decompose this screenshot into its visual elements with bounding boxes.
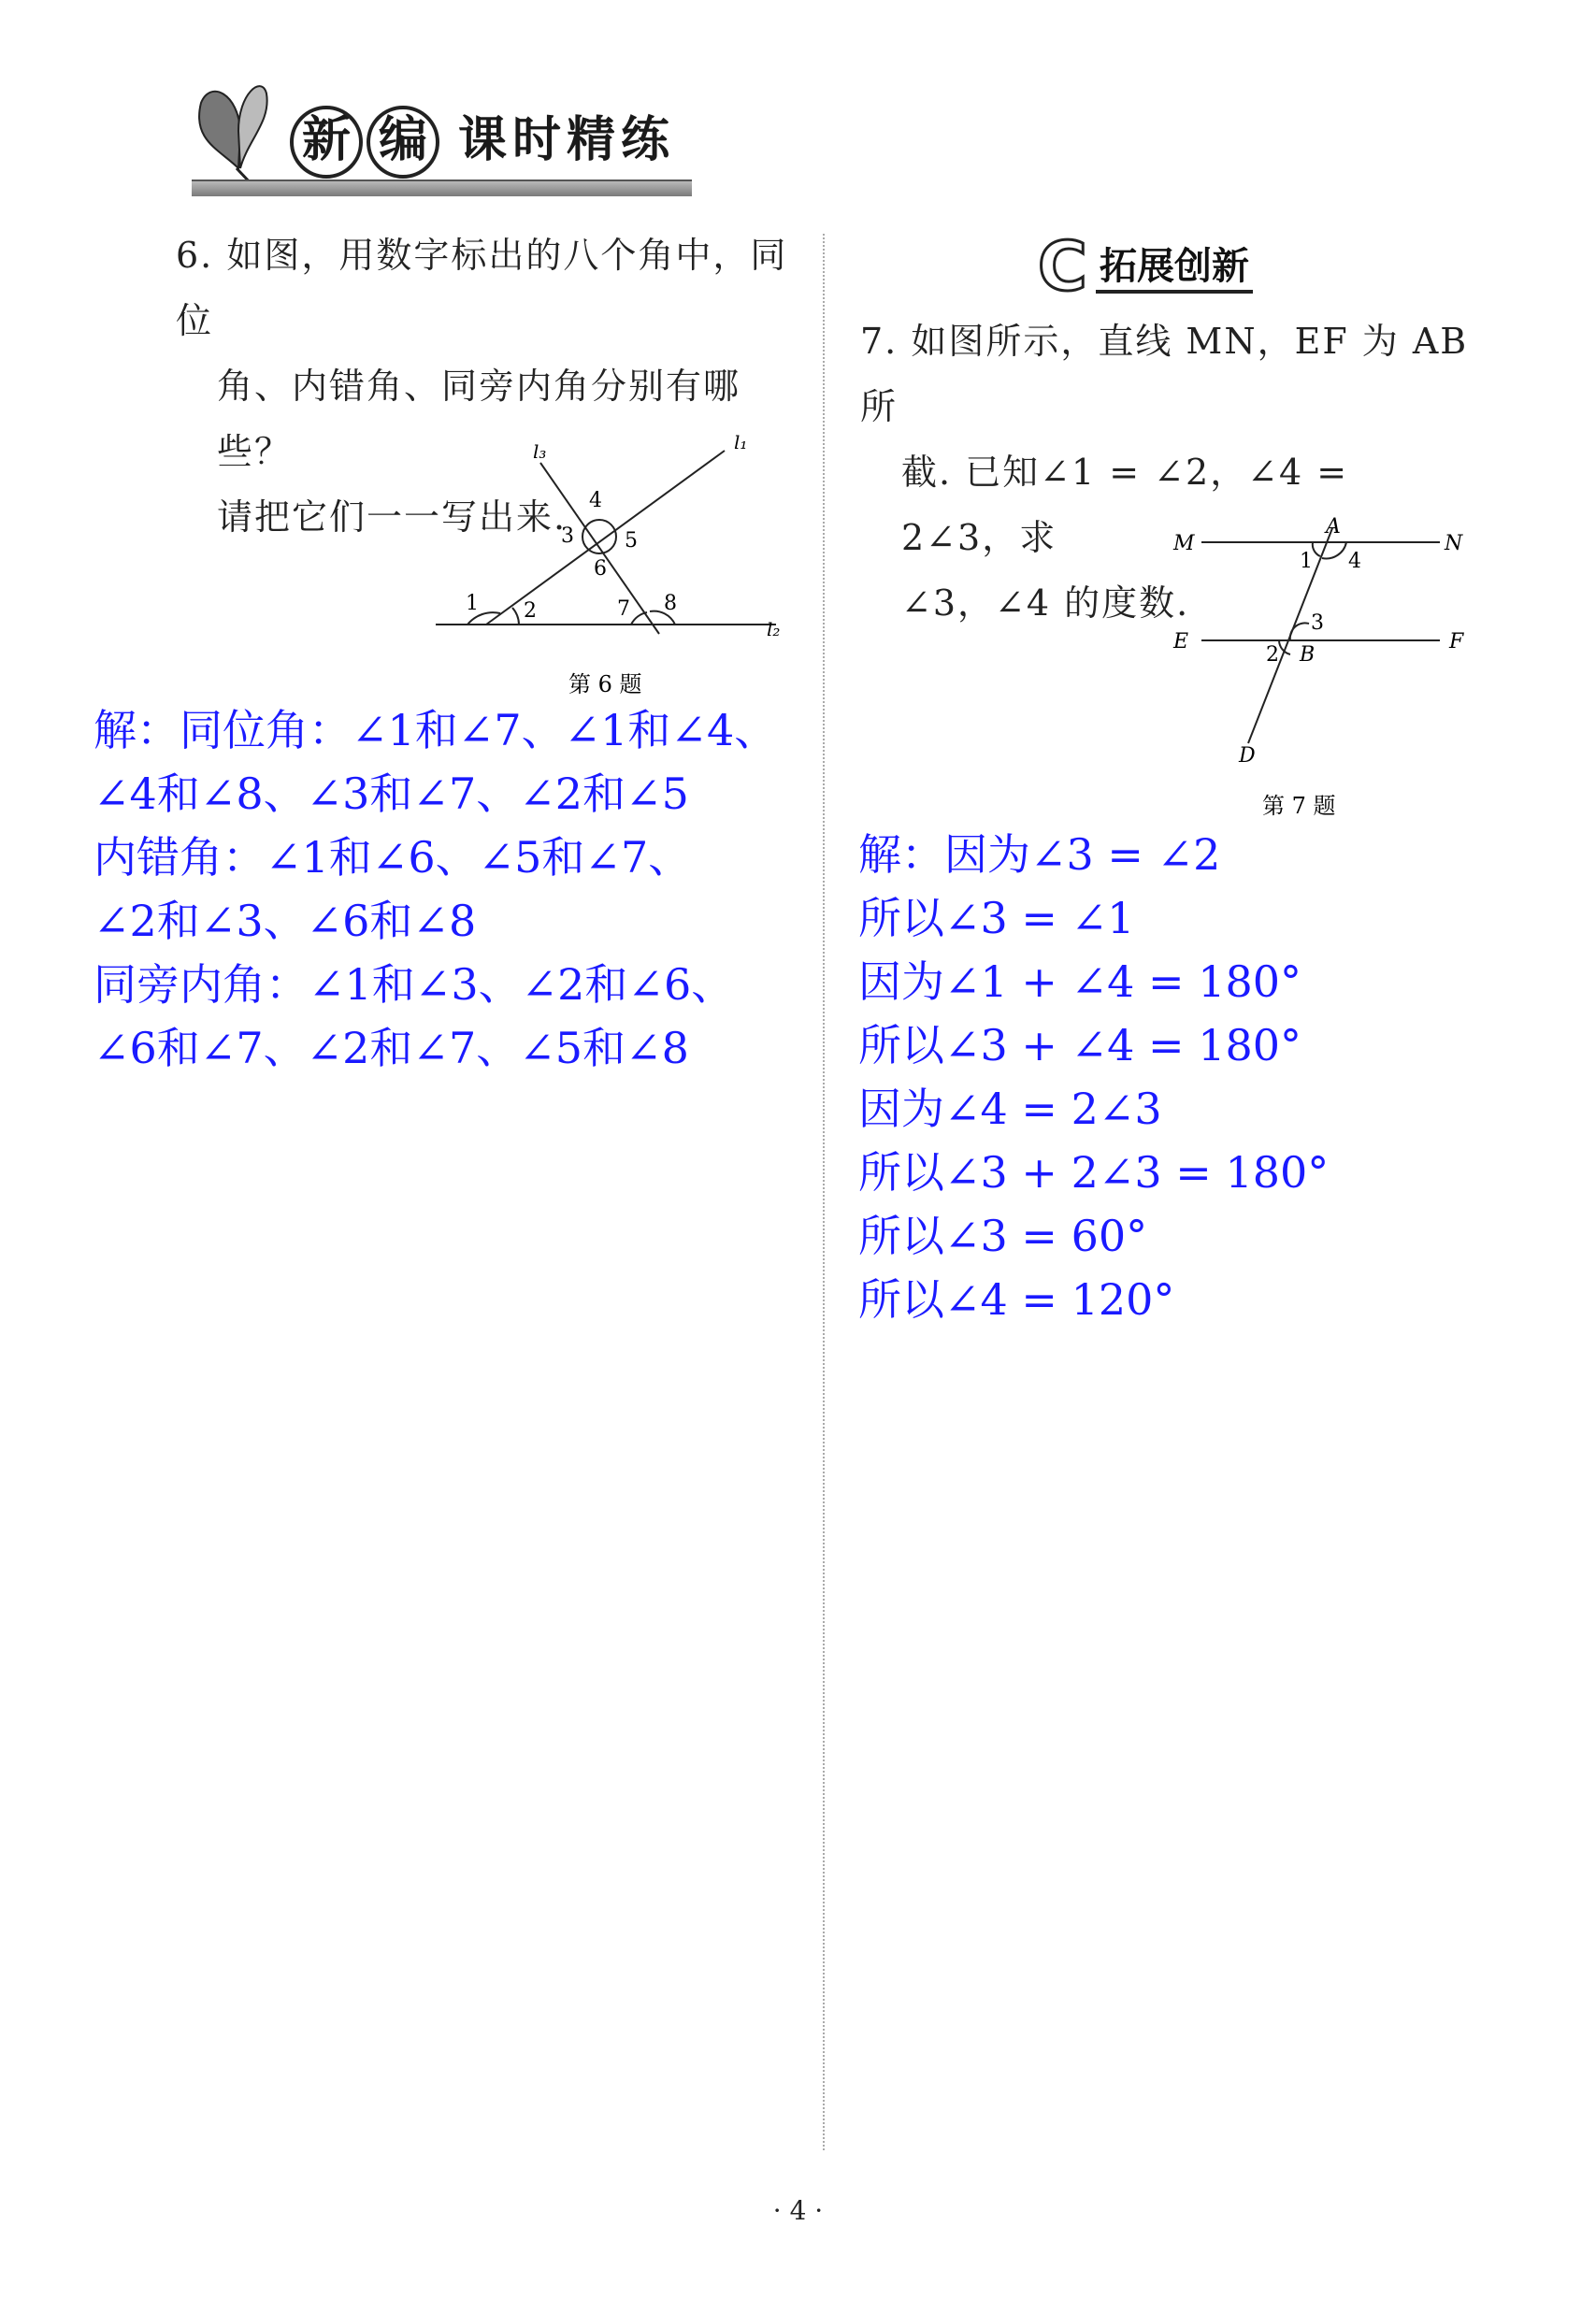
arc-angle-1 — [1313, 542, 1320, 556]
figure-7 — [1169, 510, 1477, 827]
ans7-line-3: 因为∠1 + ∠4 = 180° — [858, 956, 1301, 1007]
label-angle-6: 6 — [594, 557, 607, 581]
page-header — [173, 65, 697, 196]
q7-line-1: 7. 如图所示，直线 MN，EF 为 AB 所 — [860, 321, 1469, 427]
label-angle-2: 2 — [1266, 643, 1279, 667]
header-circled-words — [290, 103, 443, 178]
header-bar — [192, 180, 692, 196]
label-M: M — [1173, 532, 1195, 555]
ans6-line-4: ∠2和∠3、∠6和∠8 — [93, 896, 477, 946]
label-F: F — [1449, 630, 1464, 653]
label-l1: l₁ — [734, 431, 748, 453]
label-angle-4: 4 — [1348, 550, 1361, 573]
ans7-line-8: 所以∠4 = 120° — [858, 1274, 1175, 1325]
figure-6-caption: 第 6 题 — [568, 671, 642, 697]
answer-7 — [858, 823, 1569, 1331]
ans7-line-1: 解：因为∠3 = ∠2 — [858, 829, 1221, 880]
label-angle-3: 3 — [561, 524, 574, 548]
q7-line-2: 截. 已知∠1 = ∠2，∠4 = 2∠3，求 — [901, 452, 1349, 558]
ans6-line-5: 同旁内角：∠1和∠3、∠2和∠6、 — [93, 959, 735, 1010]
ans6-line-1: 解：同位角：∠1和∠7、∠1和∠4、 — [93, 705, 778, 755]
header-circle-1: 新 — [290, 106, 363, 179]
figure-7-caption: 第 7 题 — [1262, 793, 1336, 819]
ans6-line-6: ∠6和∠7、∠2和∠7、∠5和∠8 — [93, 1023, 689, 1073]
answer-6 — [93, 698, 823, 1080]
column-divider — [823, 234, 825, 2150]
q7-line-3: ∠3，∠4 的度数. — [901, 582, 1190, 624]
page-number: · 4 · — [772, 2195, 824, 2226]
label-A: A — [1326, 515, 1341, 539]
badge-c-icon: C — [1038, 227, 1087, 306]
label-angle-1: 1 — [466, 592, 479, 615]
label-angle-4: 4 — [589, 489, 602, 512]
ans7-line-5: 因为∠4 = 2∠3 — [858, 1084, 1162, 1134]
butterfly-icon — [182, 75, 285, 187]
arc-angle-3 — [1290, 623, 1309, 640]
header-circle-2: 编 — [367, 106, 439, 179]
label-l3: l₃ — [533, 440, 547, 463]
line-l1 — [486, 451, 725, 625]
section-badge — [1038, 227, 1281, 306]
ans7-line-6: 所以∠3 + 2∠3 = 180° — [858, 1147, 1330, 1198]
label-l2: l₂ — [767, 618, 781, 640]
ans7-line-2: 所以∠3 = ∠1 — [858, 893, 1135, 943]
header-title: 课时精练 — [458, 112, 676, 168]
label-angle-1: 1 — [1300, 550, 1313, 573]
label-angle-8: 8 — [664, 592, 677, 615]
ans7-line-4: 所以∠3 + ∠4 = 180° — [858, 1020, 1301, 1070]
label-angle-7: 7 — [617, 597, 630, 621]
ans6-line-2: ∠4和∠8、∠3和∠7、∠2和∠5 — [93, 768, 689, 819]
label-D: D — [1239, 744, 1256, 768]
arc-angle-2 — [512, 608, 519, 625]
q6-line-3: 请把它们一一写出来. — [217, 496, 568, 538]
label-angle-5: 5 — [625, 529, 638, 553]
label-N: N — [1445, 532, 1463, 555]
q6-line-2: 角、内错角、同旁内角分别有哪些？ — [217, 366, 741, 472]
label-angle-3: 3 — [1311, 611, 1324, 635]
figure-6 — [430, 421, 804, 711]
label-angle-2: 2 — [524, 599, 537, 623]
q6-line-1: 6. 如图，用数字标出的八个角中，同位 — [176, 235, 788, 341]
ans6-line-3: 内错角：∠1和∠6、∠5和∠7、 — [93, 832, 692, 883]
section-badge-label: 拓展创新 — [1096, 243, 1253, 294]
label-E: E — [1173, 630, 1189, 653]
label-B: B — [1300, 643, 1316, 667]
ans7-line-7: 所以∠3 = 60° — [858, 1211, 1148, 1261]
